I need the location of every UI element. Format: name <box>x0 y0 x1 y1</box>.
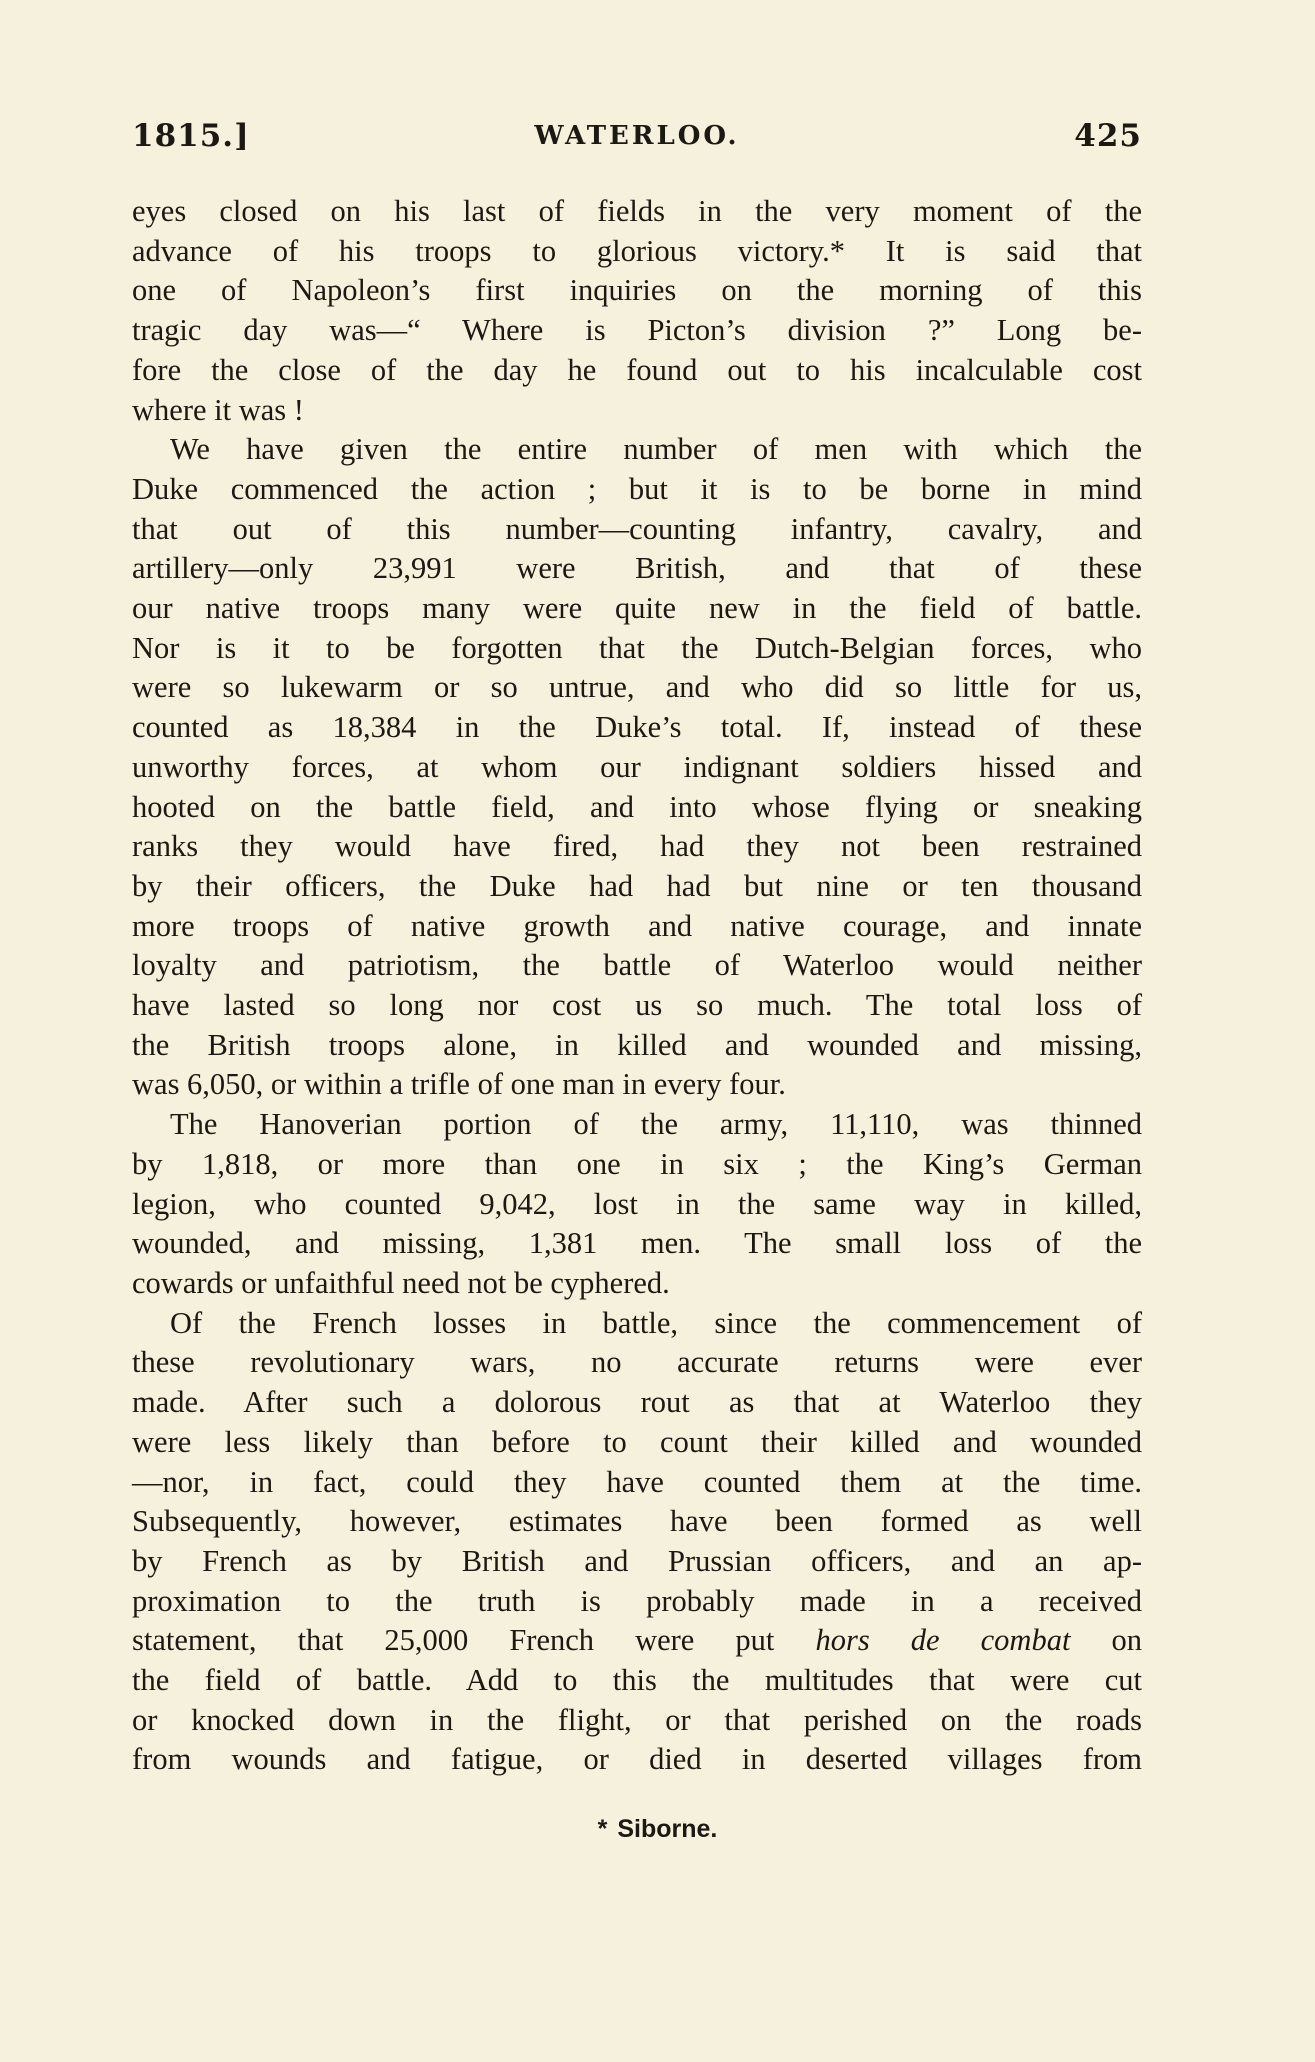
text-line: ranks they would have fired, had they not been restrained <box>132 829 1142 864</box>
text-line: statement, that 25,000 French were put hors de combat on <box>132 1623 1142 1658</box>
text-line: our native troops many were quite new in the field of battle. <box>132 591 1142 626</box>
text-line: tragic day was—“ Where is Picton’s division ?” Long be- <box>132 313 1142 348</box>
text-line: from wounds and fatigue, or died in deserted villages from <box>132 1742 1142 1777</box>
text-line: loyalty and patriotism, the battle of Waterloo would neither <box>132 948 1142 983</box>
text-line: were so lukewarm or so untrue, and who did so little for us, <box>132 670 1142 705</box>
page-number: 425 <box>1074 118 1142 154</box>
body-text <box>132 192 1142 1780</box>
text-line: fore the close of the day he found out to his incalculable cost <box>132 352 1142 387</box>
text-line: by French as by British and Prussian officers, and an ap- <box>132 1543 1142 1578</box>
text-line: by their officers, the Duke had had but nine or ten thousand <box>132 868 1142 903</box>
text-line: proximation to the truth is probably made in a received <box>132 1583 1142 1618</box>
footnote-text: Siborne. <box>617 1815 718 1843</box>
running-header <box>132 118 1142 162</box>
text-line: or knocked down in the flight, or that perished on the roads <box>132 1702 1142 1737</box>
text-line: —nor, in fact, could they have counted them at the time. <box>132 1464 1142 1499</box>
text-line: advance of his troops to glorious victory.* It is said that <box>132 233 1142 268</box>
text-line: Subsequently, however, estimates have been formed as well <box>132 1504 1142 1539</box>
text-line: Of the French losses in battle, since the commencement of <box>170 1305 1142 1340</box>
header-title: WATERLOO. <box>534 121 740 151</box>
text-line: unworthy forces, at whom our indignant soldiers hissed and <box>132 749 1142 784</box>
text-line: counted as 18,384 in the Duke’s total. If, instead of these <box>132 710 1142 745</box>
text-line: legion, who counted 9,042, lost in the same way in killed, <box>132 1186 1142 1221</box>
text-line: where it was ! <box>132 392 304 427</box>
text-line: artillery—only 23,991 were British, and that of these <box>132 551 1142 586</box>
text-line: wounded, and missing, 1,381 men. The small loss of the <box>132 1226 1142 1261</box>
text-line: one of Napoleon’s first inquiries on the morning of this <box>132 273 1142 308</box>
italic-phrase: hors de combat <box>815 1623 1071 1658</box>
text-line: Duke commenced the action ; but it is to be borne in mind <box>132 471 1142 506</box>
text-line: Nor is it to be forgotten that the Dutch-Belgian forces, who <box>132 630 1142 665</box>
text-line: was 6,050, or within a trifle of one man in every four. <box>132 1067 786 1102</box>
text-line: more troops of native growth and native courage, and innate <box>132 908 1142 943</box>
text-line: The Hanoverian portion of the army, 11,110, was thinned <box>170 1107 1142 1142</box>
text-line: We have given the entire number of men with which the <box>170 432 1142 467</box>
text-line: were less likely than before to count their killed and wounded <box>132 1424 1142 1459</box>
text-line: cowards or unfaithful need not be cyphered. <box>132 1265 670 1300</box>
text-line: hooted on the battle field, and into whose flying or sneaking <box>132 789 1142 824</box>
text-line: made. After such a dolorous rout as that at Waterloo they <box>132 1385 1142 1420</box>
text-line: eyes closed on his last of fields in the very moment of the <box>132 194 1142 228</box>
header-year: 1815.] <box>132 118 250 154</box>
text-line: the British troops alone, in killed and wounded and missing, <box>132 1027 1142 1062</box>
footnote-mark: * <box>597 1815 608 1843</box>
text-line: by 1,818, or more than one in six ; the King’s German <box>132 1146 1142 1181</box>
text-line: that out of this number—counting infantry, cavalry, and <box>132 511 1142 546</box>
footnote <box>0 1815 1315 1844</box>
text-line: the field of battle. Add to this the multitudes that were cut <box>132 1663 1142 1698</box>
text-line: these revolutionary wars, no accurate returns were ever <box>132 1345 1142 1380</box>
text-line: have lasted so long nor cost us so much. The total loss of <box>132 988 1142 1023</box>
